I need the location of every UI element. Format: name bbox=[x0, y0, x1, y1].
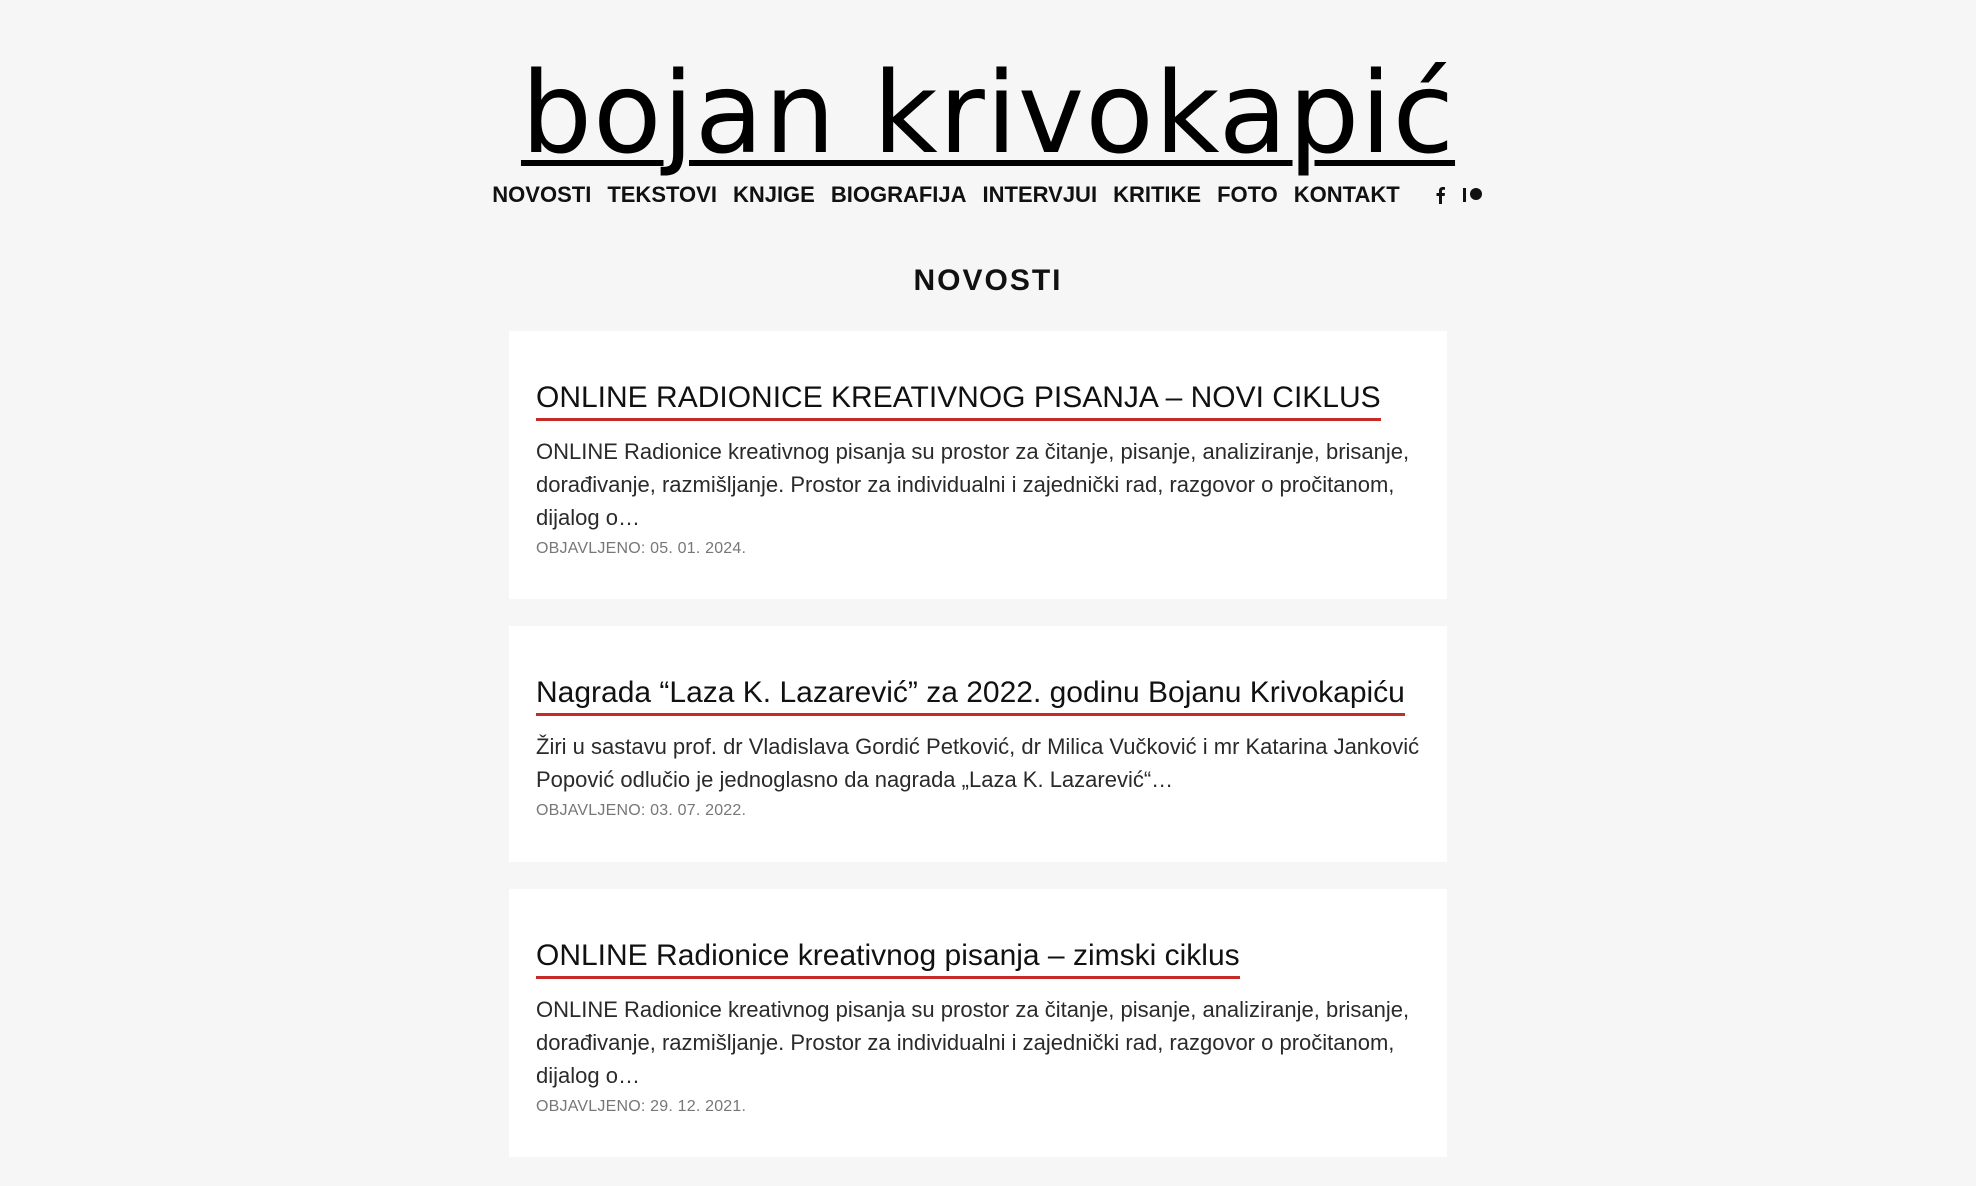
post-card bbox=[509, 331, 1447, 599]
post-excerpt: Žiri u sastavu prof. dr Vladislava Gordić Petković, dr Milica Vučković i mr Katarina Janković Popović odlučio je jednoglasno da nagrada „Laza K. Lazarević“… bbox=[536, 734, 1420, 792]
nav-item-foto[interactable]: FOTO bbox=[1217, 182, 1278, 207]
section-title: NOVOSTI bbox=[913, 264, 1063, 297]
facebook-icon[interactable] bbox=[1434, 186, 1446, 204]
site-title bbox=[0, 44, 1976, 184]
main-nav bbox=[0, 182, 1976, 208]
nav-item-knjige[interactable]: KNJIGE bbox=[732, 182, 815, 207]
nav-item-intervjui[interactable]: INTERVJUI bbox=[982, 182, 1098, 207]
post-date: OBJAVLJENO: 03. 07. 2022. bbox=[536, 802, 747, 819]
nav-item-biografija[interactable]: BIOGRAFIJA bbox=[830, 182, 967, 207]
site-title-link[interactable]: bojan krivokapić bbox=[520, 49, 1456, 179]
post-date: OBJAVLJENO: 29. 12. 2021. bbox=[536, 1098, 747, 1115]
nav-item-novosti[interactable]: NOVOSTI bbox=[492, 182, 592, 207]
post-date: OBJAVLJENO: 05. 01. 2024. bbox=[536, 540, 747, 557]
post-card bbox=[509, 889, 1447, 1157]
post-excerpt: ONLINE Radionice kreativnog pisanja su prostor za čitanje, pisanje, analiziranje, brisanje, dorađivanje, razmišljanje. Prostor za individualni i zajednički rad, razgovor o pročitanom, dijalog o… bbox=[536, 997, 1410, 1088]
post-excerpt: ONLINE Radionice kreativnog pisanja su prostor za čitanje, pisanje, analiziranje, brisanje, dorađivanje, razmišljanje. Prostor za individualni i zajednički rad, razgovor o pročitanom, dijalog o… bbox=[536, 439, 1410, 530]
nav-item-kontakt[interactable]: KONTAKT bbox=[1293, 182, 1400, 207]
social-links bbox=[1426, 186, 1492, 204]
post-title-link[interactable]: ONLINE RADIONICE KREATIVNOG PISANJA – NOVI CIKLUS bbox=[536, 379, 1381, 421]
post-title-link[interactable]: Nagrada “Laza K. Lazarević” za 2022. godinu Bojanu Krivokapiću bbox=[536, 674, 1405, 716]
post-title-link[interactable]: ONLINE Radionice kreativnog pisanja – zimski ciklus bbox=[536, 937, 1240, 979]
post-card bbox=[509, 626, 1447, 862]
patreon-icon[interactable] bbox=[1462, 187, 1484, 203]
nav-item-tekstovi[interactable]: TEKSTOVI bbox=[607, 182, 717, 207]
post-list bbox=[509, 331, 1447, 1184]
nav-item-kritike[interactable]: KRITIKE bbox=[1113, 182, 1202, 207]
